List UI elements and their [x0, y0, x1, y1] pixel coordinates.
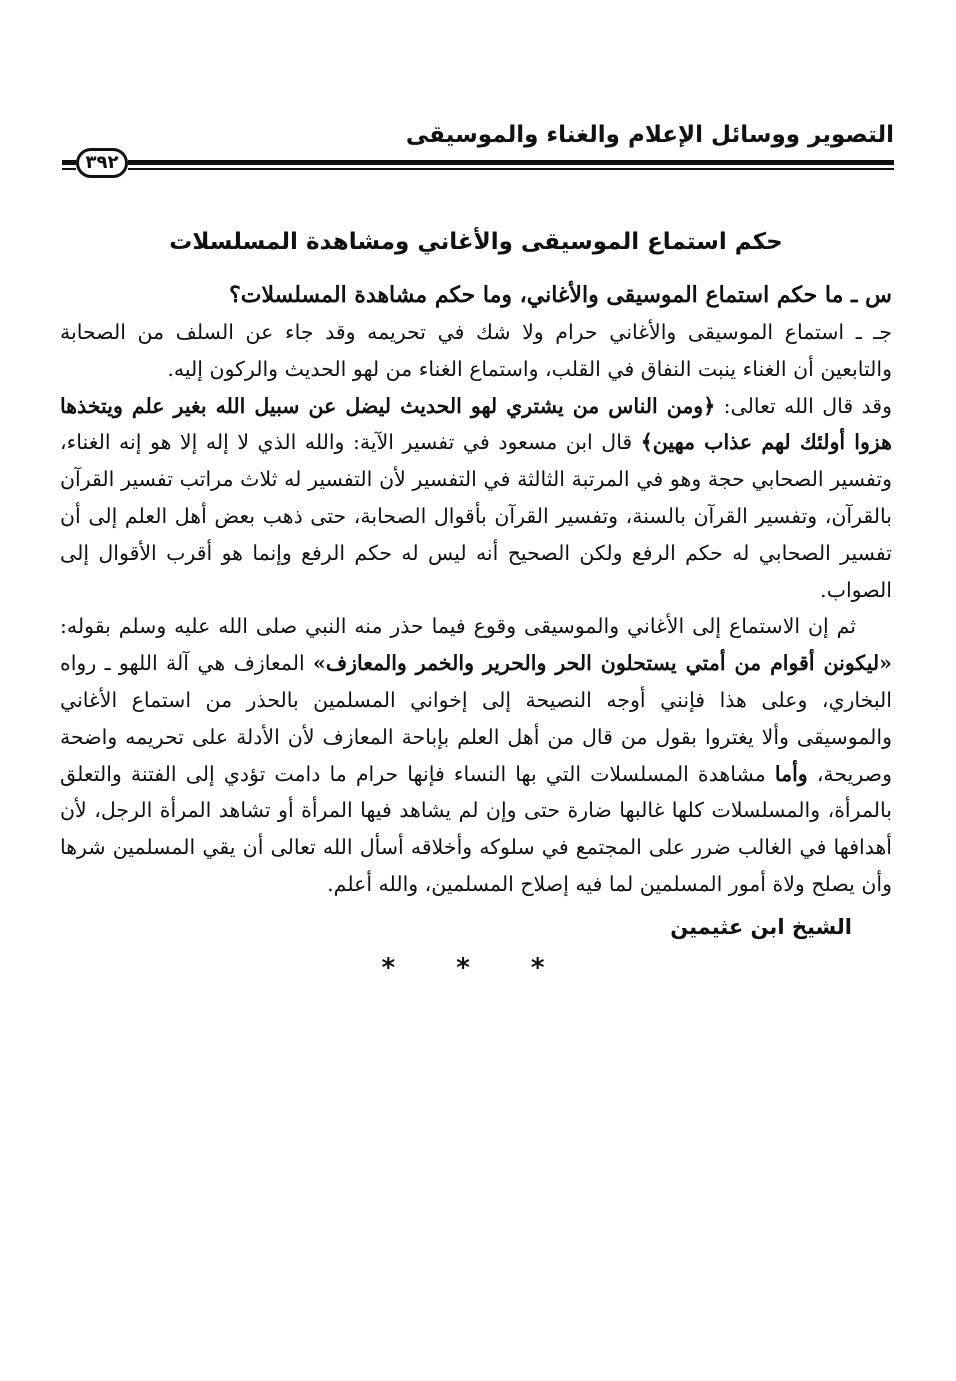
author-signature: الشيخ ابن عثيمين — [670, 914, 852, 939]
series-ruling-text: مشاهدة المسلسلات التي بها النساء فإنها حرام ما دامت تؤدي إلى الفتنة والتعلق بالمرأة، والمسلسلات كلها غالبها ضارة حتى وإن لم يشاهد فيها المرأة أو تشاهد المرأة الرجل، لأن أهدافها في الغالب ضرر على المجتمع في سلوكه وأخلاقه أسأل الله تعالى أن يقي المسلمين شرها وأن يصلح ولاة أمور المسلمين لما فيه إصلاح المسلمين، والله أعلم. — [60, 761, 892, 896]
header-rule-thin — [128, 168, 894, 170]
hadith-quote: «ليكونن أقوام من أمتي يستحلون الحر والحرير والخمر والمعازف» — [313, 651, 892, 676]
header-rule-left — [62, 160, 76, 165]
running-title: التصوير ووسائل الإعلام والغناء والموسيقى — [405, 122, 894, 148]
question-text: س ـ ما حكم استماع الموسيقى والأغاني، وما حكم مشاهدة المسلسلات؟ — [229, 282, 892, 308]
emphasis-word: وأما — [774, 761, 808, 786]
header-rule — [128, 160, 894, 165]
advice-text: المعازف هي آلة اللهو ـ رواه البخاري، وعلى هذا فإنني أوجه النصيحة إلى إخواني المسلمين بالحذر من استماع الأغاني والموسيقى وألا يغتروا بقول من قال من أهل العلم بإباحة المعازف لأن الأدلة على تحريمه واضحة وصريحة، — [60, 651, 892, 786]
answer-paragraph-2 — [60, 388, 892, 609]
hadith-intro: ثم إن الاستماع إلى الأغاني والموسيقى وقوع فيما حذر منه النبي صلى الله عليه وسلم بقوله: — [60, 614, 856, 639]
page-number: ٣٩٢ — [76, 148, 128, 178]
section-title: حكم استماع الموسيقى والأغاني ومشاهدة المسلسلات — [169, 229, 783, 255]
tafsir-text: قال ابن مسعود في تفسير الآية: والله الذي لا إله إلا هو إنه الغناء، وتفسير الصحابي حجة وهو في المرتبة الثالثة في التفسير لأن التفسير له ثلاث مراتب تفسير القرآن بالقرآن، وتفسير القرآن بالسنة، وتفسير القرآن بأقوال الصحابة، حتى ذهب بعض أهل العلم إلى أن تفسير الصحابي له حكم الرفع ولكن الصحيح أنه ليس له حكم الرفع وإنما هو أقرب الأقوال إلى الصواب. — [60, 430, 892, 602]
quran-verse: ﴿ومن الناس من يشتري لهو الحديث ليضل عن سبيل الله بغير علم ويتخذها هزوا أولئك لهم عذاب مهين﴾ — [60, 393, 892, 455]
verse-intro: وقد قال الله تعالى: — [715, 393, 892, 418]
header-rule-left-thin — [62, 168, 76, 170]
answer-paragraph-1: جـ ـ استماع الموسيقى والأغاني حرام ولا شك في تحريمه وقد جاء عن السلف من الصحابة والتابعين أن الغناء ينبت النفاق في القلب، واستماع الغناء من لهو الحديث والركون إليه. — [60, 320, 892, 381]
running-header — [62, 118, 894, 158]
answer-paragraph-3 — [60, 608, 892, 902]
section-separator: * * * — [381, 952, 571, 983]
article — [60, 222, 892, 983]
